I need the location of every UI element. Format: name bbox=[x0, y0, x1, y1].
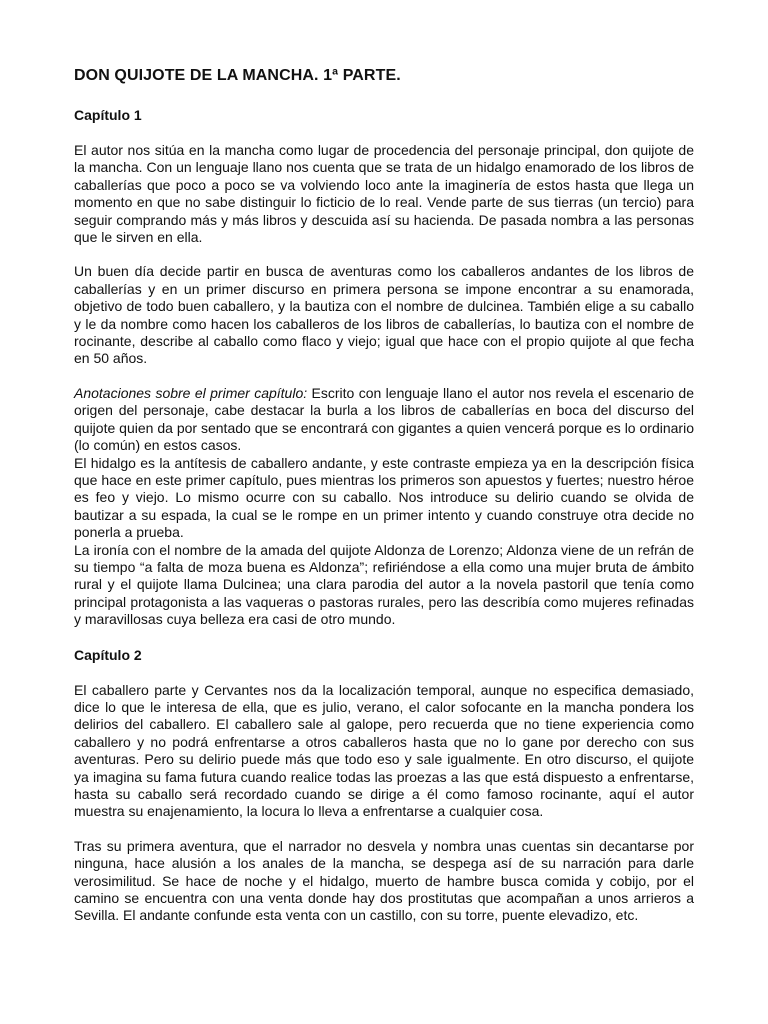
document-page bbox=[74, 66, 694, 925]
chapter-2-paragraph-2: Tras su primera aventura, que el narrador no desvela y nombra unas cuentas sin decantarse por ninguna, hace alusión a los anales de la mancha, se despega así de su narración para darle verosimilitud. Se hace de noche y el hidalgo, muerto de hambre busca comida y cobijo, por el camino se encuentra con una venta donde hay dos prostitutas que acompañan a unos arrieros a Sevilla. El andante confunde esta venta con un castillo, con su torre, puente elevadizo, etc. bbox=[74, 837, 694, 924]
annotations-body: Escrito con lenguaje llano el autor nos revela el escenario de origen del personaje, cabe destacar la burla a los libros de caballerías en boca del discurso del quijote quien da por sentado que se encontrará con gigantes a quien vencerá porque es lo ordinario (lo común) en estos casos. bbox=[74, 384, 695, 454]
paragraph-gap bbox=[74, 821, 694, 838]
annotations-lead: Anotaciones sobre el primer capítulo: bbox=[74, 384, 308, 401]
paragraph-gap bbox=[74, 246, 694, 263]
document-title: DON QUIJOTE DE LA MANCHA. 1ª PARTE. bbox=[74, 67, 401, 84]
paragraph-gap bbox=[74, 368, 694, 385]
paragraph-gap bbox=[74, 629, 694, 646]
chapter-1-paragraph-1: El autor nos sitúa en la mancha como lugar de procedencia del personaje principal, don quijote de la mancha. Con un lenguaje llano nos cuenta que se trata de un hidalgo enamorado de los libros de caballerías que poco a poco se va volviendo loco ante la imaginería de estos hasta que llega un momento en que no sabe distinguir lo ficticio de lo real. Vende parte de sus tierras (un tercio) para seguir comprando más y más libros y descuida así su hacienda. De pasada nombra a las personas que le sirven en ella. bbox=[74, 142, 694, 246]
chapter-2-paragraph-1: El caballero parte y Cervantes nos da la localización temporal, aunque no especifica demasiado, dice lo que le interesa de ella, que es julio, verano, el calor sofocante en la mancha pondera los delirios del caballero. El caballero sale al galope, pero recuerda que no tiene experiencia como caballero y no podrá enfrentarse a otros caballeros hasta que no lo gane por derecho con sus aventuras. Pero su delirio puede más que todo eso y sale igualmente. En otro discurso, el quijote ya imagina su fama futura cuando realice todas las proezas a las que está dispuesto a enfrentarse, hasta su caballo será recordado cuando se dirige a él como famoso rocinante, aquí el autor muestra su enajenamiento, la locura lo lleva a enfrentarse a cualquier cosa. bbox=[74, 681, 694, 820]
chapter-2-heading: Capítulo 2 bbox=[74, 646, 142, 663]
chapter-1-paragraph-2: Un buen día decide partir en busca de aventuras como los caballeros andantes de los libros de caballerías y en un primer discurso en primera persona se impone encontrar a su enamorada, objetivo de todo buen caballero, y la bautiza con el nombre de dulcinea. También elige a su caballo y le da nombre como hacen los caballeros de los libros de caballerías, lo bautiza con el nombre de rocinante, describe al caballo como flaco y viejo; igual que hace con el propio quijote al que fecha en 50 años. bbox=[74, 263, 694, 367]
chapter-1-paragraph-5: La ironía con el nombre de la amada del quijote Aldonza de Lorenzo; Aldonza viene de un refrán de su tiempo “a falta de moza buena es Aldonza”; refiriéndose a ella como una mujer bruta de ámbito rural y el quijote llama Dulcinea; una clara parodia del autor a la novela pastoril que tenía como principal protagonista a las vaqueras o pastoras rurales, pero las describía como mujeres refinadas y maravillosas cuya belleza era casi de otro mundo. bbox=[74, 541, 694, 628]
chapter-1-annotations bbox=[74, 385, 694, 455]
chapter-1-heading: Capítulo 1 bbox=[74, 107, 142, 123]
chapter-1-paragraph-4: El hidalgo es la antítesis de caballero andante, y este contraste empieza ya en la descripción física que hace en este primer capítulo, pues mientras los primeros son apuestos y fuertes; nuestro héroe es feo y viejo. Lo mismo ocurre con su caballo. Nos introduce su delirio cuando se olvida de bautizar a su espada, la cual se le rompe en un primer intento y cuando construye otra decide no ponerla a prueba. bbox=[74, 454, 694, 541]
